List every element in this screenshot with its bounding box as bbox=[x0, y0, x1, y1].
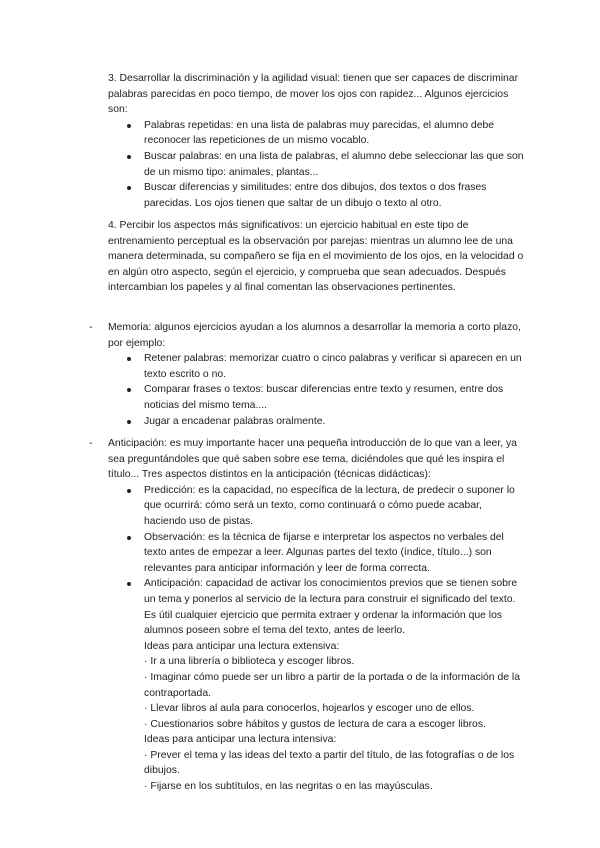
list-item: Observación: es la técnica de fijarse e interpretar los aspectos no verbales del texto antes de empezar a leer. Algunas partes del texto (índice, título...) son relevantes para anticipar información y leer de forma correcta. bbox=[108, 530, 526, 577]
extensiva-item: · Cuestionarios sobre hábitos y gustos de lectura de cara a escoger libros. bbox=[144, 718, 486, 730]
memoria-section bbox=[89, 320, 526, 429]
section-4-text: 4. Percibir los aspectos más significativos: un ejercicio habitual en este tipo de entrenamiento perceptual es la observación por parejas: mientras un alumno lee de una manera determinada, su compañero se fija en el movimiento de los ojos, en la velocidad o en algún otro aspecto, según el ejercicio, y comprueba que sean adecuados. Después intercambian los papeles y al final comentan las observaciones pertinentes. bbox=[108, 220, 524, 294]
list-item: Buscar palabras: en una lista de palabras, el alumno debe seleccionar las que son de un mismo tipo: animales, plantas... bbox=[108, 149, 526, 180]
list-item: Comparar frases o textos: buscar diferencias entre texto y resumen, entre dos noticias del mismo tema.... bbox=[108, 382, 526, 413]
list-item: Buscar diferencias y similitudes: entre dos dibujos, dos textos o dos frases parecidas. Los ojos tienen que saltar de un dibujo o texto al otro. bbox=[108, 180, 526, 211]
intensiva-item: · Fijarse en los subtítulos, en las negritas o en las mayúsculas. bbox=[144, 781, 433, 793]
dash-marker: - bbox=[89, 322, 93, 333]
extensiva-item: · Ir a una librería o biblioteca y escoger libros. bbox=[144, 656, 355, 668]
section-3-intro: 3. Desarrollar la discriminación y la agilidad visual: tienen que ser capaces de discriminar palabras parecidas en poco tiempo, de mover los ojos con rapidez... Algunos ejercicios son: bbox=[108, 73, 519, 116]
list-item: Predicción: es la capacidad, no específica de la lectura, de predecir o suponer lo que ocurrirá: cómo será un texto, como continuará o cómo puede acabar, haciendo uso de pistas. bbox=[108, 483, 526, 530]
memoria-intro: Memoria: algunos ejercicios ayudan a los alumnos a desarrollar la memoria a corto plazo, por ejemplo: bbox=[108, 322, 521, 349]
section-3 bbox=[108, 71, 526, 211]
extensiva-item: · Imaginar cómo puede ser un libro a partir de la portada o de la información de la contraportada. bbox=[144, 671, 521, 699]
list-item: Retener palabras: memorizar cuatro o cinco palabras y verificar si aparecen en un texto escrito o no. bbox=[108, 351, 526, 382]
list-item: Jugar a encadenar palabras oralmente. bbox=[108, 414, 526, 430]
extensiva-item: · Llevar libros al aula para conocerlos, hojearlos y escoger uno de ellos. bbox=[144, 703, 475, 715]
extensiva-heading: Ideas para anticipar una lectura extensiva: bbox=[144, 640, 340, 652]
intensiva-item: · Prever el tema y las ideas del texto a partir del título, de las fotografías o de los dibujos. bbox=[144, 749, 515, 777]
section-4 bbox=[108, 218, 526, 296]
anticipacion-list bbox=[108, 483, 526, 639]
memoria-list bbox=[108, 351, 526, 429]
list-item: Palabras repetidas: en una lista de palabras muy parecidas, el alumno debe reconocer las repeticiones de un mismo vocablo. bbox=[108, 118, 526, 149]
anticipacion-intro: Anticipación: es muy importante hacer una pequeña introducción de lo que van a leer, ya sea preguntándoles que qué saben sobre ese tema, diciéndoles que qué les inspira el título... Tres aspectos distintos en la anticipación (técnicas didácticas): bbox=[108, 438, 517, 481]
list-item: Anticipación: capacidad de activar los conocimientos previos que se tienen sobre un tema y ponerlos al servicio de la lectura para construir el significado del texto. Es útil cualquier ejercicio que permita extraer y ordenar la información que los alumnos poseen sobre el tema del texto, antes de leerlo. bbox=[108, 576, 526, 638]
section-3-list bbox=[108, 118, 526, 212]
anticipacion-section bbox=[89, 436, 526, 795]
intensiva-heading: Ideas para anticipar una lectura intensiva: bbox=[144, 734, 337, 746]
dash-marker: - bbox=[89, 438, 93, 449]
